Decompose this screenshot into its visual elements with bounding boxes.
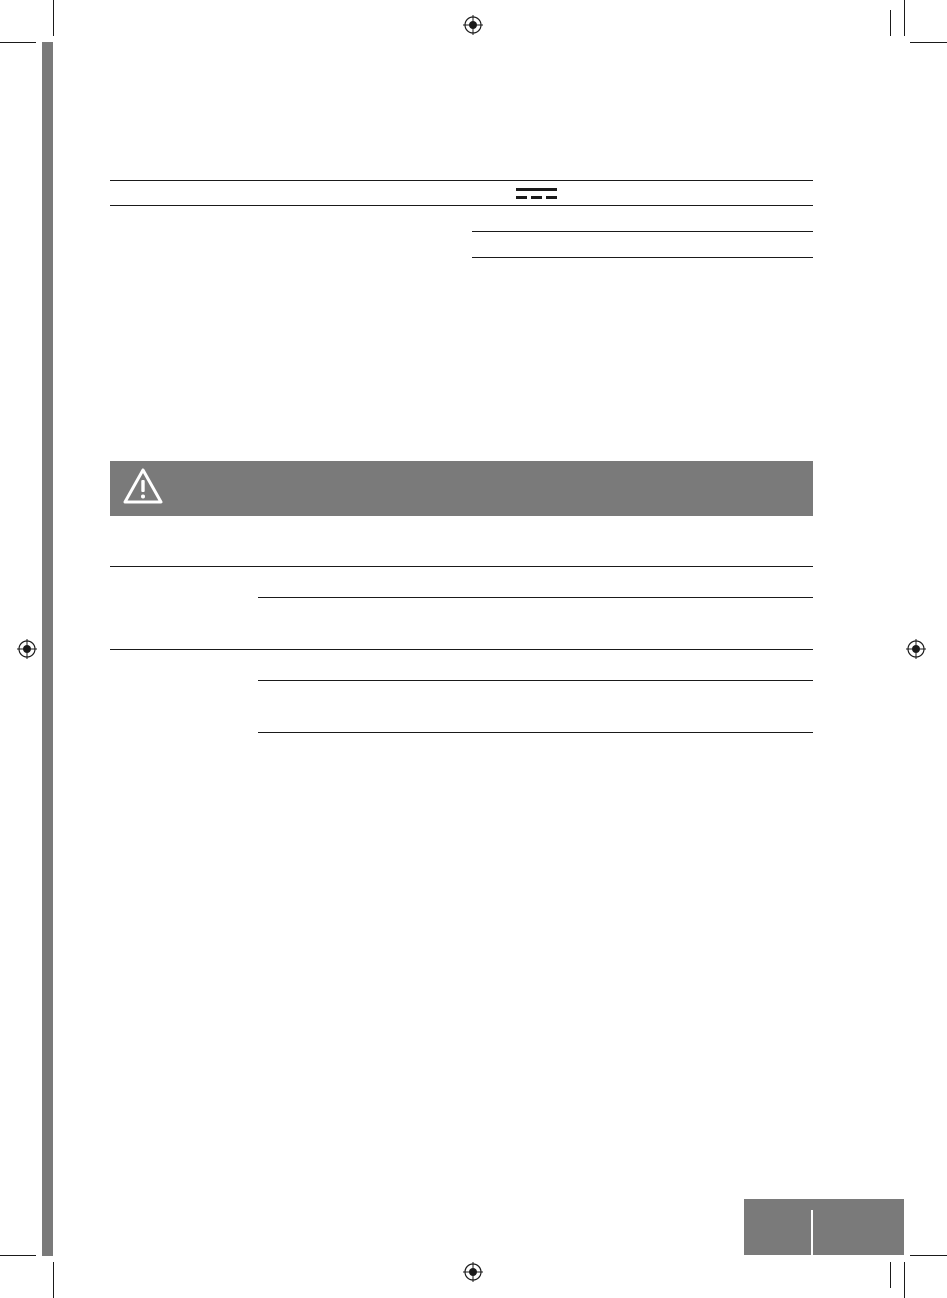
warning-table-rule-1 [110, 566, 813, 567]
registration-mark-icon [906, 639, 926, 659]
warning-table-rule-3 [110, 649, 813, 650]
crop-mark-top-left-horizontal [0, 42, 36, 43]
spec-table-rule-1 [110, 205, 813, 206]
side-color-bar [42, 42, 53, 1256]
spec-table-rule-3 [472, 257, 813, 258]
crop-mark-top-right-vertical-2 [904, 0, 905, 36]
registration-mark-icon [463, 15, 483, 35]
spec-table-top-rule [110, 180, 813, 181]
page-tab-divider [811, 1210, 813, 1255]
crop-mark-bottom-left-horizontal [0, 1255, 36, 1256]
warning-table-rule-5 [258, 732, 813, 733]
spec-table-rule-2 [472, 231, 813, 232]
dc-current-symbol-icon [516, 186, 557, 202]
crop-mark-bottom-right-vertical-1 [890, 1262, 891, 1288]
crop-mark-top-right-vertical-1 [890, 10, 891, 36]
registration-mark-icon [463, 1262, 483, 1282]
crop-mark-top-right-horizontal [910, 42, 947, 43]
warning-table-rule-2 [258, 597, 813, 598]
page-number-tab [744, 1199, 904, 1255]
warning-triangle-icon [122, 467, 164, 505]
crop-mark-bottom-right-horizontal [910, 1255, 947, 1256]
crop-mark-bottom-right-vertical-2 [904, 1262, 905, 1298]
warning-table-rule-4 [258, 680, 813, 681]
registration-mark-icon [17, 639, 37, 659]
warning-banner [110, 461, 813, 516]
crop-mark-bottom-left-vertical [53, 1262, 54, 1298]
crop-mark-top-left-vertical [53, 0, 54, 36]
